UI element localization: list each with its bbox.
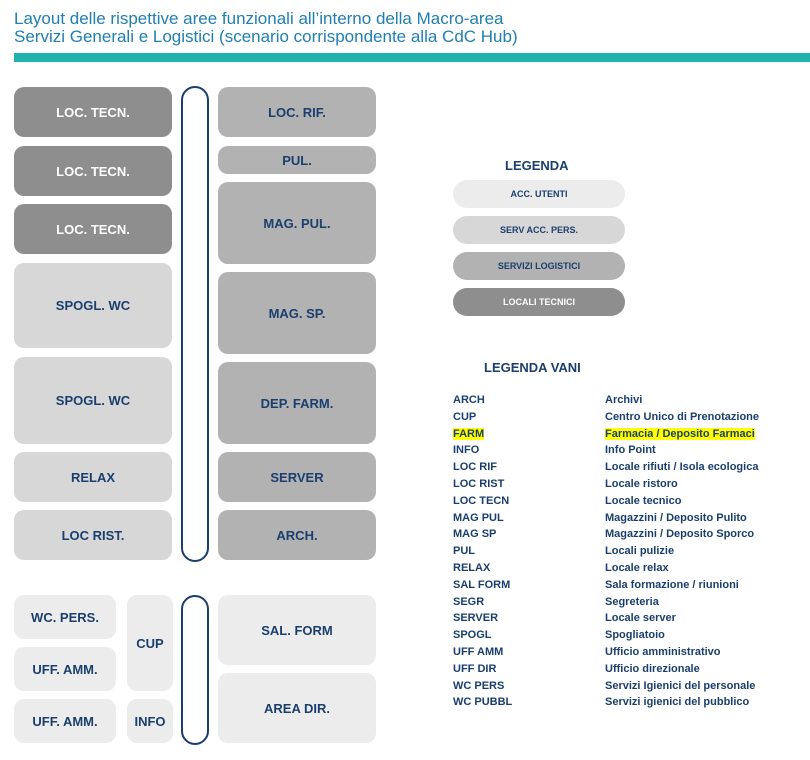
room-mag-pul: MAG. PUL. bbox=[218, 182, 376, 264]
legenda-vani-desc: Info Point bbox=[605, 444, 656, 457]
legenda-vani-desc: Centro Unico di Prenotazione bbox=[605, 410, 760, 423]
room-wc-pers: WC. PERS. bbox=[14, 595, 116, 639]
legenda-vani-row bbox=[453, 663, 759, 680]
legenda-vani-row bbox=[453, 562, 759, 579]
legenda-vani-row bbox=[453, 545, 759, 562]
legenda-vani-row bbox=[453, 646, 759, 663]
room-pul: PUL. bbox=[218, 146, 376, 174]
legenda-vani-code: ARCH bbox=[453, 394, 485, 406]
room-dep-farm: DEP. FARM. bbox=[218, 362, 376, 444]
room-uff-amm-2: UFF. AMM. bbox=[14, 699, 116, 743]
room-area-dir: AREA DIR. bbox=[218, 673, 376, 743]
legenda-vani-desc: Servizi Igienici del personale bbox=[605, 679, 756, 692]
legenda-vani-code: UFF AMM bbox=[453, 645, 504, 658]
legenda-vani-row bbox=[453, 680, 759, 697]
legenda-item-acc-utenti: ACC. UTENTI bbox=[453, 180, 625, 208]
room-info: INFO bbox=[127, 699, 173, 743]
legenda-vani-code: SAL FORM bbox=[453, 578, 511, 591]
legenda-vani-title: LEGENDA VANI bbox=[484, 360, 581, 375]
legenda-vani-desc: Archivi bbox=[605, 394, 643, 406]
legenda-vani-row bbox=[453, 579, 759, 596]
legenda-item-serv-acc-pers: SERV ACC. PERS. bbox=[453, 216, 625, 244]
legenda-vani-row bbox=[453, 444, 759, 461]
legenda-title: LEGENDA bbox=[505, 158, 569, 173]
legenda-vani-code: WC PUBBL bbox=[453, 696, 513, 709]
legenda-vani-desc: Ufficio direzionale bbox=[605, 662, 700, 675]
room-loc-tecn-2: LOC. TECN. bbox=[14, 146, 172, 196]
legenda-vani-code: LOC TECN bbox=[453, 494, 510, 507]
room-server: SERVER bbox=[218, 452, 376, 502]
legenda-vani-desc: Servizi igienici del pubblico bbox=[605, 696, 750, 709]
room-mag-sp: MAG. SP. bbox=[218, 272, 376, 354]
legenda-vani-code: INFO bbox=[453, 444, 480, 457]
legenda-vani-code: SPOGL bbox=[453, 629, 492, 642]
legenda-vani-code: WC PERS bbox=[453, 679, 505, 692]
legenda-vani-desc bbox=[605, 428, 755, 445]
legenda-vani-row bbox=[453, 461, 759, 478]
corridor-lower bbox=[181, 595, 209, 745]
legenda-vani-table bbox=[453, 394, 759, 713]
title-line-2: Servizi Generali e Logistici (scenario corrispondente alla CdC Hub) bbox=[14, 27, 518, 46]
legenda-vani-code: CUP bbox=[453, 410, 477, 423]
legenda-vani-row bbox=[453, 528, 759, 545]
legenda-vani-code: MAG PUL bbox=[453, 511, 504, 524]
room-relax: RELAX bbox=[14, 452, 172, 502]
legenda-vani-desc: Sala formazione / riunioni bbox=[605, 578, 739, 591]
legenda-vani-row bbox=[453, 411, 759, 428]
page-title bbox=[14, 10, 518, 46]
room-cup: CUP bbox=[127, 595, 173, 691]
room-arch: ARCH. bbox=[218, 510, 376, 560]
legenda-vani-code: LOC RIF bbox=[453, 461, 497, 474]
legenda-vani-code: RELAX bbox=[453, 561, 491, 574]
legenda-vani-code: LOC RIST bbox=[453, 477, 505, 490]
legenda-vani-desc: Ufficio amministrativo bbox=[605, 645, 721, 658]
legenda-vani-desc-part: Deposito bbox=[662, 427, 710, 440]
legenda-vani-row bbox=[453, 629, 759, 646]
legenda-vani-code: UFF DIR bbox=[453, 662, 497, 675]
legenda-vani-desc: Locale server bbox=[605, 612, 676, 625]
legenda-vani-desc: Locale relax bbox=[605, 561, 669, 574]
legenda-vani-code bbox=[453, 428, 605, 445]
legenda-vani-code: SEGR bbox=[453, 595, 485, 608]
room-spogl-wc-1: SPOGL. WC bbox=[14, 263, 172, 348]
legenda-vani-desc: Locale ristoro bbox=[605, 477, 678, 490]
legenda-vani-desc: Spogliatoio bbox=[605, 629, 665, 642]
legenda-vani-row bbox=[453, 495, 759, 512]
legenda-vani-row bbox=[453, 394, 759, 411]
room-loc-tecn-3: LOC. TECN. bbox=[14, 204, 172, 254]
legenda-item-locali-tecnici: LOCALI TECNICI bbox=[453, 288, 625, 316]
room-loc-rist: LOC RIST. bbox=[14, 510, 172, 560]
legenda-vani-desc: Locale tecnico bbox=[605, 494, 682, 507]
legenda-vani-code: SERVER bbox=[453, 612, 499, 625]
legenda-vani-row bbox=[453, 478, 759, 495]
legenda-item-servizi-logistici: SERVIZI LOGISTICI bbox=[453, 252, 625, 280]
room-loc-rif: LOC. RIF. bbox=[218, 87, 376, 137]
room-sal-form: SAL. FORM bbox=[218, 595, 376, 665]
legenda-vani-row bbox=[453, 612, 759, 629]
legenda-vani-desc: Magazzini / Deposito Sporco bbox=[605, 528, 755, 541]
legenda-vani-desc-part: / bbox=[653, 427, 663, 440]
legenda-vani-code: PUL bbox=[453, 545, 475, 558]
title-line-1: Layout delle rispettive aree funzionali all’interno della Macro-area bbox=[14, 9, 504, 28]
legenda-vani-row bbox=[453, 428, 759, 445]
room-spogl-wc-2: SPOGL. WC bbox=[14, 357, 172, 444]
legenda-vani-desc: Magazzini / Deposito Pulito bbox=[605, 511, 747, 524]
legenda-vani-row bbox=[453, 696, 759, 713]
legenda-vani-desc: Locale rifiuti / Isola ecologica bbox=[605, 461, 759, 474]
corridor-upper bbox=[181, 86, 209, 562]
legenda-vani-row bbox=[453, 596, 759, 613]
legenda-vani-desc: Segreteria bbox=[605, 595, 659, 608]
accent-bar bbox=[14, 53, 810, 62]
legenda-vani-desc: Locali pulizie bbox=[605, 545, 675, 558]
legenda-vani-desc-part: Farmacia bbox=[605, 427, 654, 440]
legenda-vani-code-text: FARM bbox=[453, 427, 485, 440]
room-uff-amm-1: UFF. AMM. bbox=[14, 647, 116, 691]
legenda-vani-row bbox=[453, 512, 759, 529]
legenda-vani-code: MAG SP bbox=[453, 528, 497, 541]
legenda-vani-desc-part: Farmaci bbox=[712, 427, 755, 440]
room-loc-tecn-1: LOC. TECN. bbox=[14, 87, 172, 137]
